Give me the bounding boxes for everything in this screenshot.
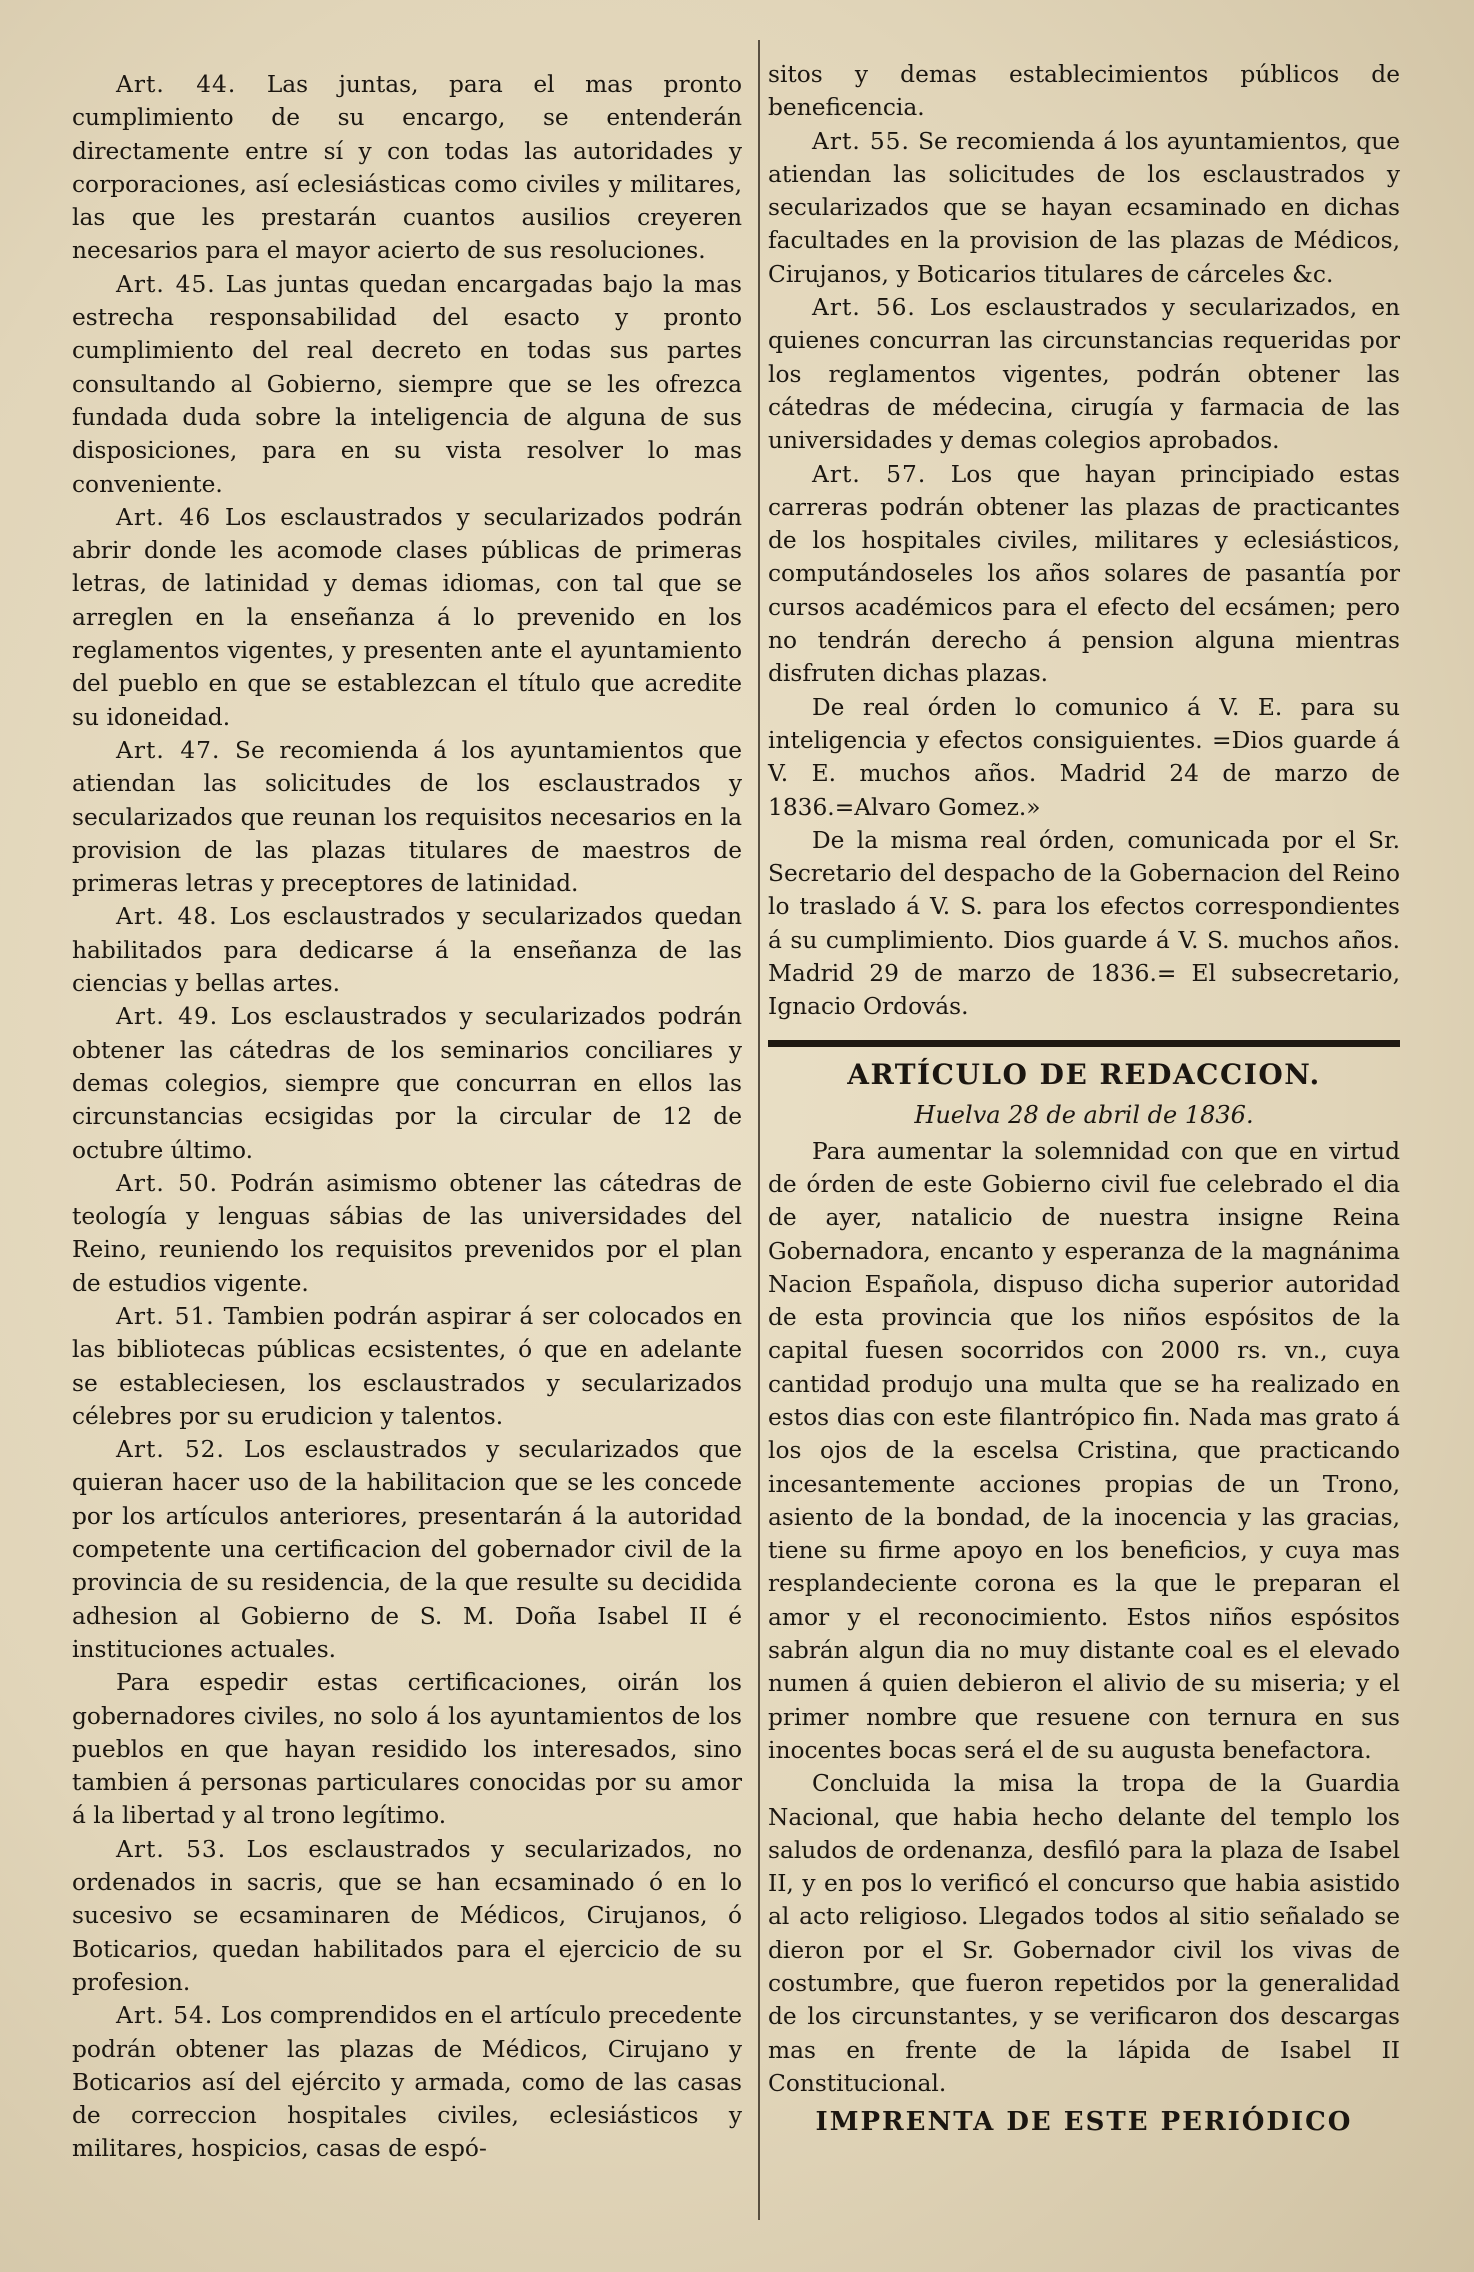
article-text: Los esclaustrados y secularizados, en quienes concurran las circunstancias requeridas por los reglamentos vigentes, podrán obtener las cátedras de médecina, cirugía y farmacia de las universidades y demas colegios aprobados. [768,294,1401,455]
article-53 [72,1833,742,1999]
transfer-notice [768,824,1400,1024]
section-rule [768,1040,1400,1047]
editorial-paragraph: Para aumentar la solemnidad con que en virtud de órden de este Gobierno civil fue celebrado el dia de ayer, natalicio de nuestra insigne Reina Gobernadora, encanto y esperanza de la magnánima Nacion Española, dispuso dicha superior autoridad de esta provincia que los niños espósitos de la capital fuesen socorridos con 2000 rs. vn., cuya cantidad produjo una multa que se ha realizado en estos dias con este filantrópico fin. Nada mas grato á los ojos de la escelsa Cristina, que practicando incesantemente acciones propias de un Trono, asiento de la bondad, de la inocencia y las gracias, tiene su firme apoyo en los beneficios, y cuya mas resplandeciente corona es la que le preparan el amor y el reconocimiento. Estos niños espósitos sabrán algun dia no muy distante coal es el elevado numen á quien debieron el alivio de su miseria; y el primer nombre que resuene con ternura en sus inocentes bocas será el de su augusta benefactora. [768,1137,1400,1764]
article-54 [72,1999,742,2165]
article-54-continuation [768,58,1400,125]
article-46 [72,501,742,734]
editorial-heading: ARTÍCULO DE REDACCION. [847,1057,1321,1091]
editorial-paragraph: Concluida la misa la tropa de la Guardia Nacional, que habia hecho delante del templo los saludos de ordenanza, desfiló para la plaza de Isabel II, y en pos lo verificó el concurso que habia asistido al acto religioso. Llegados todos al sitio señalado se dieron por el Sr. Gobernador civil los vivas de costumbre, que fueron repetidos por la generalidad de los circunstantes, y se verificaron dos descargas mas en frente de la lápida de Isabel II Constitucional. [768,1770,1400,2097]
article-number: Art. 44. [116,71,237,98]
article-52 [72,1433,742,1666]
article-50 [72,1167,742,1300]
editorial-dateline: Huelva 28 de abril de 1836. [914,1100,1254,1129]
article-45 [72,268,742,501]
article-number: Art. 56. [812,294,916,322]
article-text: Los esclaustrados y secularizados, no ordenados in sacris, que se han ecsaminado ó en lo sucesivo se ecsaminaren de Médicos, Cirujanos, ó Boticarios, quedan habilitados para el ejercicio de su profesion. [72,1835,743,1996]
article-number: Art. 55. [812,127,910,155]
article-number: Art. 53. [116,1835,227,1863]
article-number: Art. 48. [116,903,218,931]
article-number: Art. 45. [116,270,216,298]
article-number: Art. 57. [812,460,927,488]
printer-imprint: IMPRENTA DE ESTE PERIÓDICO [815,2107,1353,2138]
article-55 [768,125,1400,291]
paragraph-text: De real órden lo comunico á V. E. para su inteligencia y efectos consiguientes. =Dios guarde á V. E. muchos años. Madrid 24 de marzo de 1836.=Alvaro Gomez.» [768,693,1400,821]
article-text: Se recomienda á los ayuntamientos, que atiendan las solicitudes de los esclaustrados y secularizados que se hayan ecsaminado en dichas facultades en la provision de las plazas de Médicos, Cirujanos, y Boticarios titulares de cárceles &c. [768,127,1401,288]
article-number: Art. 49. [116,1003,219,1031]
article-number: Art. 46 [116,503,212,531]
article-text: Los esclaustrados y secularizados podrán obtener las cátedras de los seminarios conciliares y demas colegios, siempre que concurran en ellos las circunstancias ecsigidas por la circular de 12 de octubre último. [72,1003,743,1164]
article-text: Las juntas quedan encargadas bajo la mas estrecha responsabilidad del esacto y pronto cumplimiento del real decreto en todas sus partes consultando al Gobierno, siempre que se les ofrezca fundada duda sobre la inteligencia de alguna de sus disposiciones, para en su vista resolver lo mas conveniente. [72,270,743,498]
article-number: Art. 54. [116,2002,214,2030]
article-text: Las juntas, para el mas pronto cumplimiento de su encargo, se entenderán directamente entre sí y con todas las autoridades y corporaciones, así eclesiásticas como civiles y militares, las que les prestarán cuantos ausilios creyeren necesarios para el mayor acierto de sus resoluciones. [72,71,742,265]
article-text: Los esclaustrados y secularizados quedan habilitados para dedicarse á la enseñanza de las ciencias y bellas artes. [72,903,743,998]
article-49 [72,1000,742,1166]
article-47 [72,734,742,900]
royal-order-closing [768,691,1400,824]
article-56 [768,291,1400,457]
article-52-continuation [72,1666,742,1832]
right-column [768,0,1400,2140]
article-number: Art. 52. [116,1436,225,1464]
article-text: Los esclaustrados y secularizados que quieran hacer uso de la habilitacion que se les concede por los artículos anteriores, presentarán á la autoridad competente una certificacion del gobernador civil de la provincia de su residencia, de la que resulte su decidida adhesion al Gobierno de S. M. Doña Isabel II é instituciones actuales. [72,1436,742,1663]
paragraph-text: Para espedir estas certificaciones, oirán los gobernadores civiles, no solo á los ayuntamientos de los pueblos en que hayan residido los interesados, sino tambien á personas particulares conocidas por su amor á la libertad y al trono legítimo. [72,1669,742,1830]
article-text: Los esclaustrados y secularizados podrán abrir donde les acomode clases públicas de primeras letras, de latinidad y demas idiomas, con tal que se arreglen en la enseñanza á lo prevenido en los reglamentos vigentes, y presenten ante el ayuntamiento del pueblo en que se establezcan el título que acredite su idoneidad. [72,503,742,731]
article-48 [72,900,742,1000]
article-number: Art. 51. [116,1302,215,1330]
article-number: Art. 50. [116,1169,219,1197]
article-text: Los comprendidos en el artículo precedente podrán obtener las plazas de Médicos, Cirujano y Boticarios así del ejército y armada, como de las casas de correccion hospitales civiles, eclesiásticos y militares, hospicios, casas de espó- [72,2002,743,2163]
article-57 [768,458,1400,691]
article-text: Se recomienda á los ayuntamientos que atiendan las solicitudes de los esclaustrados y secularizados que reunan los requisitos necesarios en la provision de las plazas titulares de maestros de primeras letras y preceptores de latinidad. [72,736,743,898]
article-text: Tambien podrán aspirar á ser colocados en las bibliotecas públicas ecsistentes, ó que en adelante se estableciesen, los esclaustrados y secularizados célebres por su erudicion y talentos. [72,1302,743,1430]
paragraph-text: De la misma real órden, comunicada por el Sr. Secretario del despacho de la Gobernacion del Reino lo traslado á V. S. para los efectos correspondientes á su cumplimiento. Dios guarde á V. S. muchos años. Madrid 29 de marzo de 1836.= El subsecretario, Ignacio Ordovás. [768,826,1400,1021]
left-column [72,0,742,2166]
article-51 [72,1300,742,1433]
article-text: Los que hayan principiado estas carreras podrán obtener las plazas de practicantes de los hospitales civiles, militares y eclesiásticos, computándoseles los años solares de pasantía por cursos académicos para el efecto del ecsámen; pero no tendrán derecho á pension alguna mientras disfruten dichas plazas. [768,460,1401,688]
article-44 [72,68,742,268]
paragraph-text: sitos y demas establecimientos públicos de beneficencia. [768,61,1400,122]
article-number: Art. 47. [116,736,221,764]
article-text: Podrán asimismo obtener las cátedras de teología y lenguas sábias de las universidades del Reino, reuniendo los requisitos prevenidos por el plan de estudios vigente. [72,1169,742,1297]
column-divider [758,40,760,2220]
